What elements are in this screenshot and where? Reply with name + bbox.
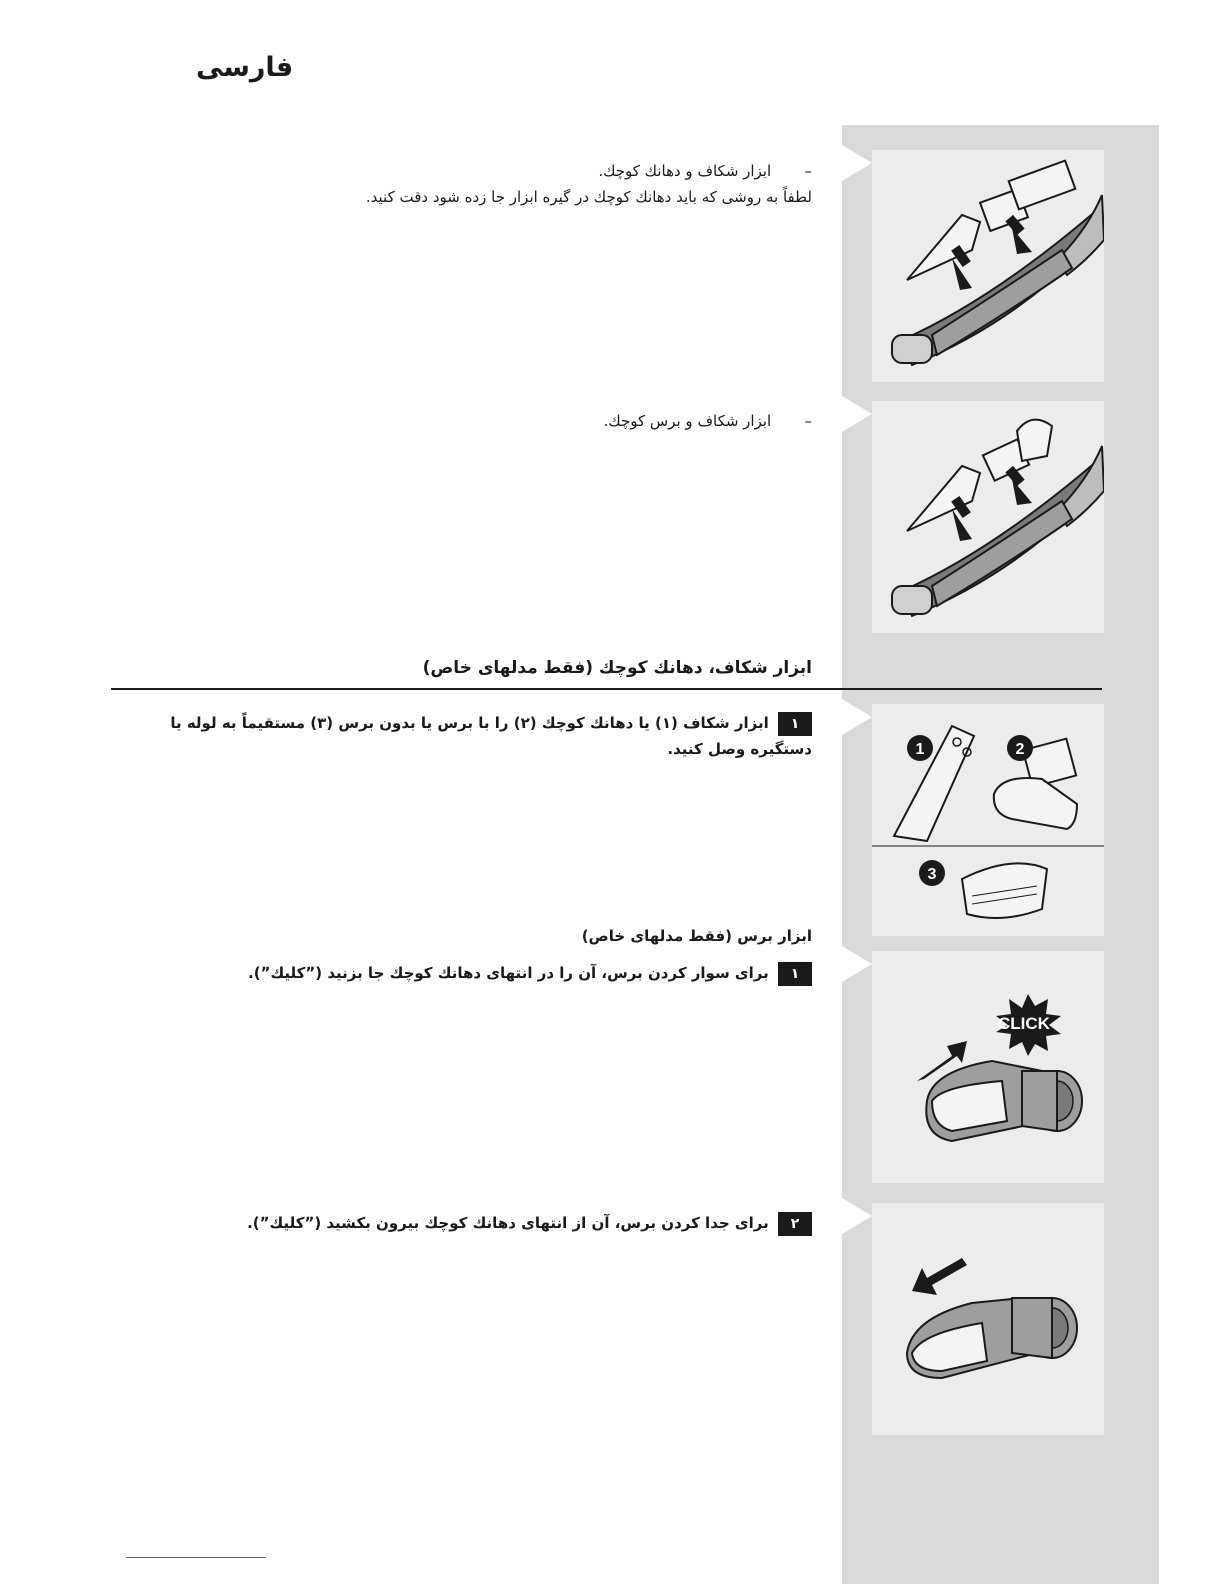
dash-bullet: –: [804, 162, 812, 180]
pointer-arrow: [842, 946, 872, 982]
accessory-label: 2: [1015, 741, 1025, 758]
section-step-1: [110, 710, 812, 762]
step-text: برای سوار کردن برس، آن را در انتهای دهانك کوچك جا بزنید (ˮکلیكˮ).: [248, 964, 769, 982]
step-text: برای جدا کردن برس، آن از انتهای دهانك کوچك بیرون بکشید (ˮکلیكˮ).: [247, 1214, 769, 1232]
step-number-badge: ۱: [778, 962, 812, 986]
brush-step-2: [247, 1210, 812, 1236]
item-note: لطفاً به روشی که باید دهانك کوچك در گیره ابزار جا زده شود دقت کنید.: [365, 188, 812, 206]
dash-bullet: –: [804, 412, 812, 430]
figure-attach-brush: [872, 951, 1104, 1183]
accessory-label: 1: [915, 741, 925, 758]
section-title: ابزار شکاف، دهانك کوچك (فقط مدلهای خاص): [422, 658, 812, 678]
click-label: CLICK: [998, 1014, 1050, 1033]
section-divider: [111, 688, 1102, 690]
pointer-arrow: [842, 145, 872, 181]
accessory-label: 3: [927, 866, 937, 883]
pointer-arrow: [842, 699, 872, 735]
pointer-arrow: [842, 396, 872, 432]
language-title: فارسی: [196, 52, 294, 83]
item-text: ابزار شکاف و برس کوچك.: [603, 412, 772, 430]
step-number-badge: ۲: [778, 1212, 812, 1236]
brush-step-1: [248, 960, 812, 986]
step-number-badge: ۱: [778, 712, 812, 736]
item-crevice-small-nozzle: [366, 158, 812, 210]
footer-rule: [126, 1557, 266, 1558]
figure-crevice-small-brush: [872, 401, 1104, 633]
figure-detach-brush: [872, 1203, 1104, 1435]
pointer-arrow: [842, 1198, 872, 1234]
figure-crevice-small-nozzle: [872, 150, 1104, 382]
brush-tool-subtitle: ابزار برس (فقط مدلهای خاص): [581, 927, 812, 945]
item-crevice-small-brush: [604, 408, 812, 434]
step-text: ابزار شکاف (۱) یا دهانك کوچك (۲) را با برس یا بدون برس (۳) مستقیماً به لوله یا دستگیره وصل کنید.: [170, 714, 812, 758]
item-text: ابزار شکاف و دهانك کوچك.: [598, 162, 772, 180]
figure-accessories: [872, 704, 1104, 936]
